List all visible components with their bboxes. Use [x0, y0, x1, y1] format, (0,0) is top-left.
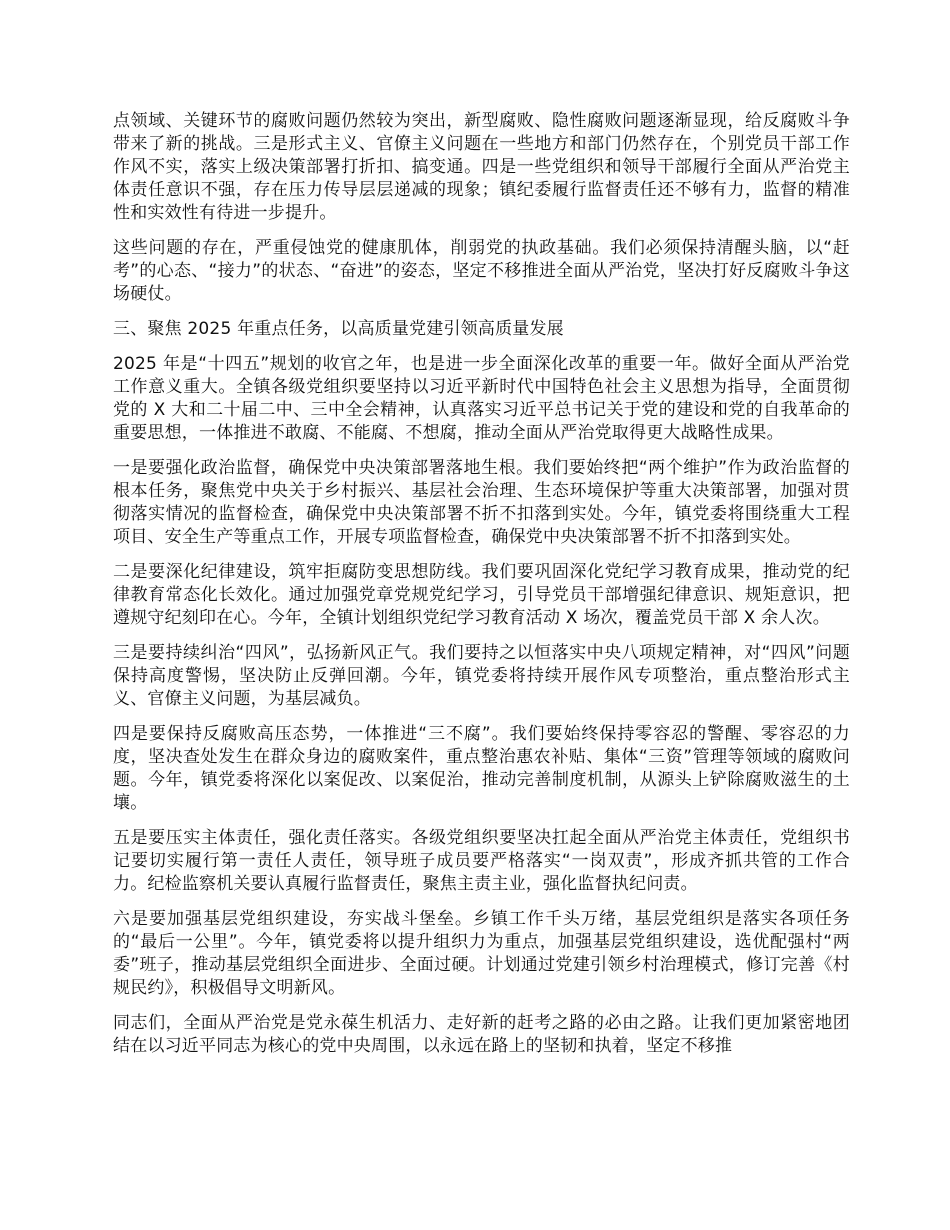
paragraph-main-responsibility: 五是要压实主体责任，强化责任落实。各级党组织要坚决扛起全面从严治党主体责任，党组织书记要切实履行第一责任人责任，领导班子成员要严格落实“一岗双责”，形成齐抓共管的工作合力。纪检监察机关要认真履行监督责任，聚焦主责主业，强化监督执纪问责。	[113, 828, 850, 894]
paragraph-anti-corruption: 四是要保持反腐败高压态势，一体推进“三不腐”。我们要始终保持零容忍的警醒、零容忍的力度，坚决查处发生在群众身边的腐败案件，重点整治惠农补贴、集体“三资”管理等领域的腐败问题。今年，镇党委将深化以案促改、以案促治，推动完善制度机制，从源头上铲除腐败滋生的土壤。	[113, 724, 850, 813]
paragraph-political-supervision: 一是要强化政治监督，确保党中央决策部署落地生根。我们要始终把“两个维护”作为政治监督的根本任务，聚焦党中央关于乡村振兴、基层社会治理、生态环境保护等重大决策部署，加强对贯彻落实情况的监督检查，确保党中央决策部署不折不扣落到实处。今年，镇党委将围绕重大工程项目、安全生产等重点工作，开展专项监督检查，确保党中央决策部署不折不扣落到实处。	[113, 458, 850, 547]
paragraph-problems-impact: 这些问题的存在，严重侵蚀党的健康肌体，削弱党的执政基础。我们必须保持清醒头脑，以“赶考”的心态、“接力”的状态、“奋进”的姿态，坚定不移推进全面从严治党，坚决打好反腐败斗争这场硬仗。	[113, 238, 850, 304]
section-heading-2025-tasks: 三、聚焦 2025 年重点任务，以高质量党建引领高质量发展	[113, 319, 564, 339]
paragraph-grassroots-party: 六是要加强基层党组织建设，夯实战斗堡垒。乡镇工作千头万绪，基层党组织是落实各项任务的“最后一公里”。今年，镇党委将以提升组织力为重点，加强基层党组织建设，选优配强村“两委”班子，推动基层党组织全面进步、全面过硬。计划通过党建引领乡村治理模式，修订完善《村规民约》，积极倡导文明新风。	[113, 909, 850, 998]
document-body	[113, 110, 850, 1070]
paragraph-corruption-issues: 点领域、关键环节的腐败问题仍然较为突出，新型腐败、隐性腐败问题逐渐显现，给反腐败斗争带来了新的挑战。三是形式主义、官僚主义问题在一些地方和部门仍然存在，个别党员干部工作作风不实，落实上级决策部署打折扣、搞变通。四是一些党组织和领导干部履行全面从严治党主体责任意识不强，存在压力传导层层递减的现象；镇纪委履行监督责任还不够有力，监督的精准性和实效性有待进一步提升。	[113, 111, 850, 223]
paragraph-closing: 同志们，全面从严治党是党永葆生机活力、走好新的赶考之路的必由之路。让我们更加紧密地团结在以习近平同志为核心的党中央周围，以永远在路上的坚韧和执着，坚定不移推	[113, 1013, 850, 1056]
paragraph-2025-overview: 2025 年是“十四五”规划的收官之年，也是进一步全面深化改革的重要一年。做好全面从严治党工作意义重大。全镇各级党组织要坚持以习近平新时代中国特色社会主义思想为指导，全面贯彻党的 X 大和二十届二中、三中全会精神，认真落实习近平总书记关于党的建设和党的自我革命的重要思想，一体推进不敢腐、不能腐、不想腐，推动全面从严治党取得更大战略性成果。	[113, 354, 850, 443]
paragraph-discipline-building: 二是要深化纪律建设，筑牢拒腐防变思想防线。我们要巩固深化党纪学习教育成果，推动党的纪律教育常态化长效化。通过加强党章党规党纪学习，引导党员干部增强纪律意识、规矩意识，把遵规守纪刻印在心。今年，全镇计划组织党纪学习教育活动 X 场次，覆盖党员干部 X 余人次。	[113, 562, 850, 628]
paragraph-four-winds: 三是要持续纠治“四风”，弘扬新风正气。我们要持之以恒落实中央八项规定精神，对“四风”问题保持高度警惕，坚决防止反弹回潮。今年，镇党委将持续开展作风专项整治，重点整治形式主义、官僚主义问题，为基层减负。	[113, 643, 850, 709]
